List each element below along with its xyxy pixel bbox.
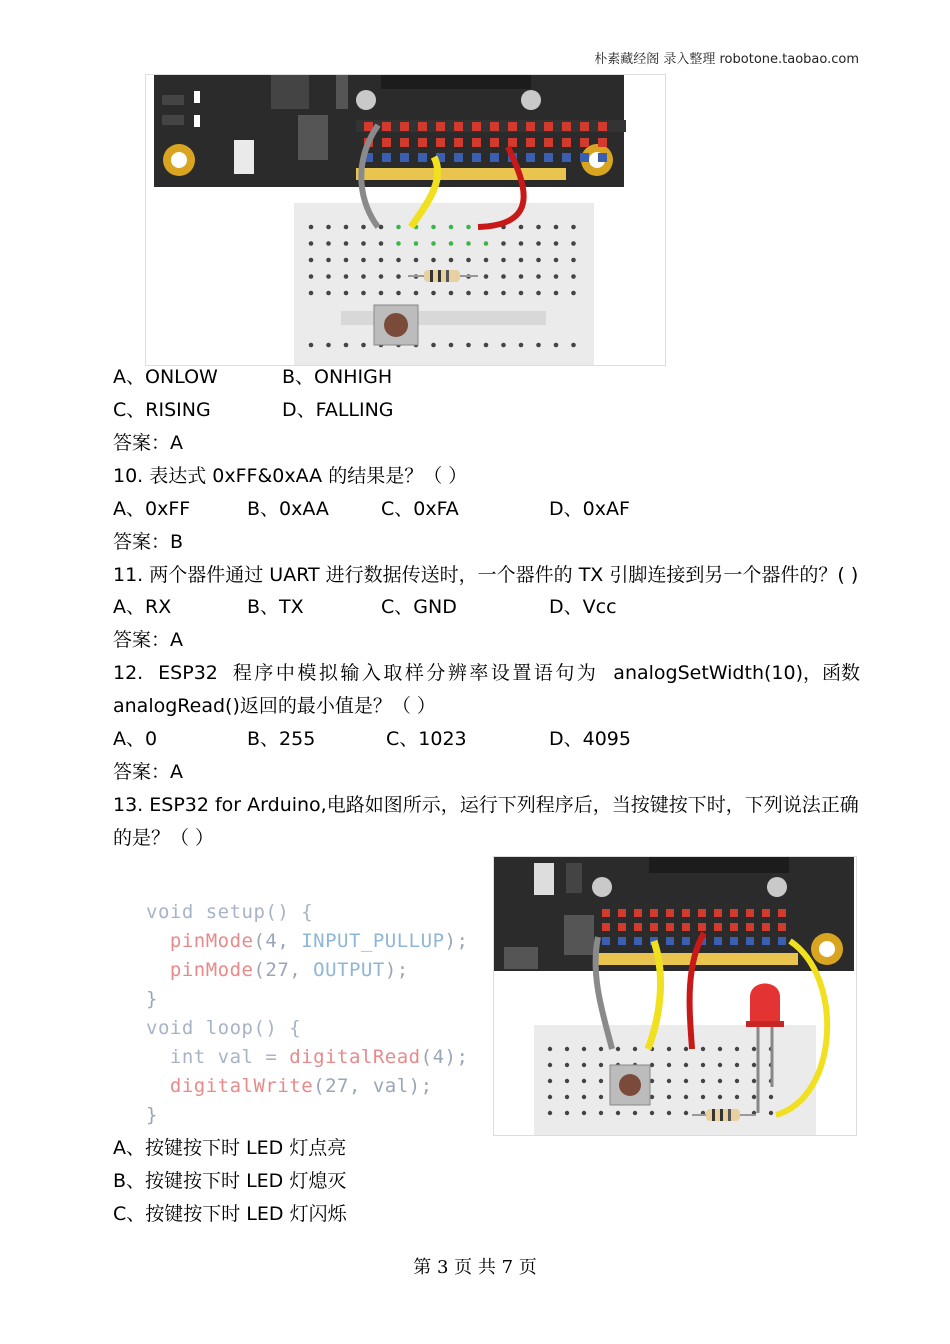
q9-option-d: D、FALLING bbox=[282, 399, 394, 421]
q13-option-b: B、按键按下时 LED 灯熄灭 bbox=[113, 1170, 347, 1192]
q10-option-b: B、0xAA bbox=[247, 498, 329, 520]
q10-option-a: A、0xFF bbox=[113, 498, 191, 520]
circuit-figure-1 bbox=[145, 74, 666, 366]
q12-question-line2: analogRead()返回的最小值是？（ ） bbox=[113, 695, 436, 717]
page-footer: 第 3 页 共 7 页 bbox=[413, 1257, 537, 1278]
circuit-diagram-2 bbox=[494, 857, 856, 1135]
q10-option-c: C、0xFA bbox=[381, 498, 459, 520]
q9-option-c: C、RISING bbox=[113, 399, 211, 421]
q12-option-a: A、0 bbox=[113, 728, 158, 750]
q10-answer: 答案：B bbox=[113, 531, 184, 553]
q10-option-d: D、0xAF bbox=[549, 498, 630, 520]
circuit-diagram-1 bbox=[146, 75, 665, 365]
q11-option-b: B、TX bbox=[247, 596, 304, 618]
q9-option-b: B、ONHIGH bbox=[282, 366, 393, 388]
q11-answer: 答案：A bbox=[113, 629, 183, 651]
q12-option-b: B、255 bbox=[247, 728, 316, 750]
q12-option-d: D、4095 bbox=[549, 728, 631, 750]
q9-answer: 答案：A bbox=[113, 432, 183, 454]
q13-option-a: A、按键按下时 LED 灯点亮 bbox=[113, 1137, 347, 1159]
resistor bbox=[424, 270, 460, 282]
q13-option-c: C、按键按下时 LED 灯闪烁 bbox=[113, 1203, 347, 1225]
q13-question-line1: 13. ESP32 for Arduino,电路如图所示，运行下列程序后，当按键按下时，下列说法正确 bbox=[113, 794, 859, 816]
breadboard bbox=[534, 1025, 816, 1135]
breadboard bbox=[294, 203, 594, 365]
q12-answer: 答案：A bbox=[113, 761, 183, 783]
q13-question-line2: 的是？（ ） bbox=[113, 827, 215, 849]
q9-option-a: A、ONLOW bbox=[113, 366, 218, 388]
page-header: 朴素藏经阁 录入整理 robotone.taobao.com bbox=[594, 52, 859, 67]
led bbox=[750, 984, 780, 1024]
q11-option-d: D、Vcc bbox=[549, 596, 617, 618]
q10-question: 10. 表达式 0xFF&0xAA 的结果是？（ ） bbox=[113, 465, 468, 487]
q11-option-c: C、GND bbox=[381, 596, 457, 618]
q13-code-block: void setup() { pinMode(4, INPUT_PULLUP); pinMode(27, OUTPUT); } void loop() { int val = digitalRead(4); digitalWrite(27, val); } bbox=[146, 901, 469, 1126]
q12-question-line1: 12. ESP32 程序中模拟输入取样分辨率设置语句为 analogSetWidth(10)，函数 bbox=[113, 662, 860, 684]
q12-option-c: C、1023 bbox=[386, 728, 467, 750]
q11-question: 11. 两个器件通过 UART 进行数据传送时，一个器件的 TX 引脚连接到另一个器件的？( ) bbox=[113, 564, 859, 586]
circuit-figure-2 bbox=[493, 856, 857, 1136]
q11-option-a: A、RX bbox=[113, 596, 172, 618]
